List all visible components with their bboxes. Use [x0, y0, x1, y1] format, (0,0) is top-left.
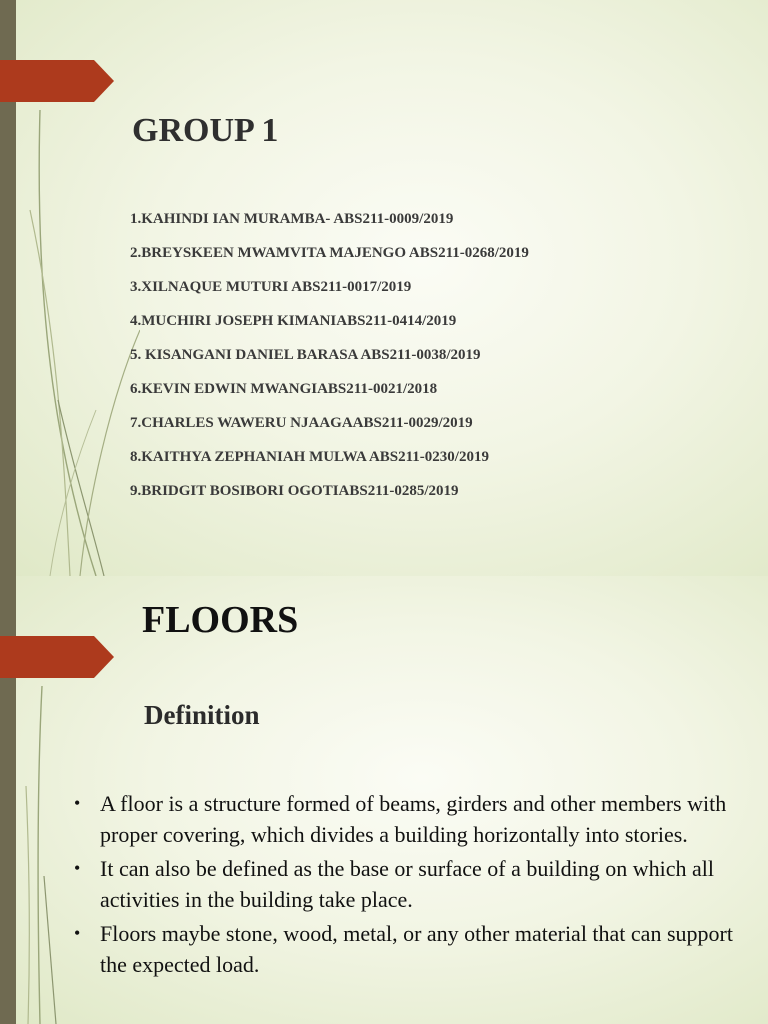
bullet-item: [74, 788, 734, 850]
bullet-icon: •: [74, 858, 81, 878]
bullet-text: A floor is a structure formed of beams, girders and other members with proper covering, which divides a building horizontally into stories.: [100, 791, 727, 847]
accent-tab: [0, 636, 114, 678]
member-item: 5. KISANGANI DANIEL BARASA ABS211-0038/2019: [130, 347, 481, 363]
member-item: 7.CHARLES WAWERU NJAAGAABS211-0029/2019: [130, 415, 473, 431]
member-item: 6.KEVIN EDWIN MWANGIABS211-0021/2018: [130, 381, 438, 397]
bullet-text: It can also be defined as the base or surface of a building on which all activities in the building take place.: [100, 856, 714, 912]
bullet-text: Floors maybe stone, wood, metal, or any other material that can support the expected load.: [100, 921, 733, 977]
bullet-item: [74, 918, 734, 980]
accent-tab: [0, 60, 114, 102]
member-item: 9.BRIDGIT BOSIBORI OGOTIABS211-0285/2019: [130, 483, 459, 499]
bullet-icon: •: [74, 923, 81, 943]
slide-floors: [0, 576, 768, 1024]
page-title: FLOORS: [142, 599, 299, 641]
member-item: 4.MUCHIRI JOSEPH KIMANIABS211-0414/2019: [130, 313, 457, 329]
member-item: 8.KAITHYA ZEPHANIAH MULWA ABS211-0230/2019: [130, 449, 489, 465]
definition-list: [74, 788, 734, 983]
member-item: 3.XILNAQUE MUTURI ABS211-0017/2019: [130, 279, 412, 295]
member-item: 1.KAHINDI IAN MURAMBA- ABS211-0009/2019: [130, 211, 454, 227]
bullet-icon: •: [74, 793, 81, 813]
section-heading: Definition: [144, 700, 260, 730]
bullet-item: [74, 853, 734, 915]
member-item: 2.BREYSKEEN MWAMVITA MAJENGO ABS211-0268/2019: [130, 245, 529, 261]
group-title: GROUP 1: [132, 112, 279, 149]
member-list: [130, 208, 529, 514]
